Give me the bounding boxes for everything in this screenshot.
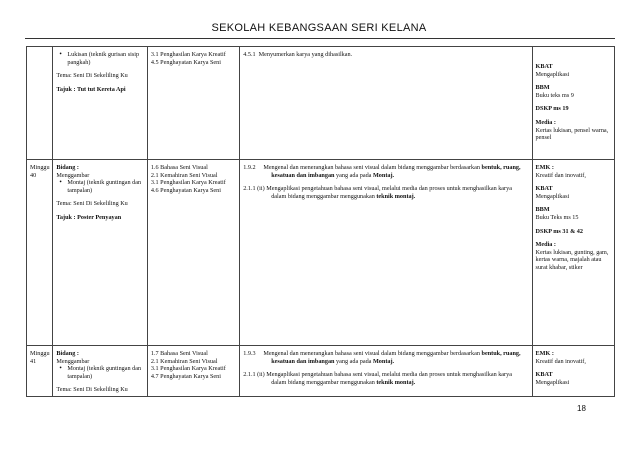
emk-value: Kreatif dan inovatif, xyxy=(535,357,586,365)
standards-cell xyxy=(147,346,239,397)
standard-item: 3.1 Penghasilan Karya Kreatif xyxy=(150,179,226,187)
objective-code: 2.1.1 (ii) xyxy=(243,185,265,193)
objective-emphasis: bentuk, ruang, kesatuan dan imbangan xyxy=(271,164,521,179)
standard-item: 4.6 Penghayatan Karya Seni xyxy=(150,186,221,194)
bidang-value: Menggambar xyxy=(56,171,90,179)
kbat-value: Mengaplikasi xyxy=(535,192,570,200)
objectives-cell xyxy=(240,160,532,346)
objective-code: 1.9.3 xyxy=(243,350,256,357)
topic-cell xyxy=(53,47,148,160)
bidang-label: Bidang : xyxy=(56,164,79,171)
bbm-value: Buku teks ms 9 xyxy=(535,91,574,99)
bidang-value: Menggambar xyxy=(56,357,90,365)
bbm-label: BBM xyxy=(535,84,550,92)
standard-item: 2.1 Kemahiran Seni Visual xyxy=(150,357,218,365)
tema-text: Tema: Seni Di Sekeliling Ku xyxy=(56,200,128,208)
objectives-cell xyxy=(240,47,532,160)
standards-cell xyxy=(147,47,239,160)
dskp-value: DSKP ms 19 xyxy=(535,105,569,113)
table-row xyxy=(27,160,615,346)
objective-text: Mengaplikasi pengetahuan bahasa seni visual, melalui media dan proses untuk menghasilkan karya dalam bidang menggambar menggunakan xyxy=(266,371,512,386)
media-label: Media : xyxy=(535,118,556,126)
standard-item: 4.7 Penghayatan Karya Seni xyxy=(150,372,221,380)
bbm-label: BBM xyxy=(535,206,550,214)
list-item: • Montaj (teknik guntingan dan tampalan) xyxy=(67,179,144,194)
topic-cell xyxy=(53,160,148,346)
objective-text: Mengenal dan menerangkan bahasa seni visual dalam bidang menggambar berdasarkan xyxy=(263,164,482,171)
bidang-label: Bidang : xyxy=(56,350,79,357)
list-item: • Lukisan (teknik gurisan sisip pangkah) xyxy=(67,51,144,66)
kbat-label: KBAT xyxy=(535,63,553,70)
kbat-label: KBAT xyxy=(535,371,553,379)
week-cell xyxy=(27,47,53,160)
resources-cell xyxy=(532,346,614,397)
objectives-cell xyxy=(240,346,532,397)
objective-code: 1.9.2 xyxy=(243,164,256,171)
kbat-label: KBAT xyxy=(535,185,553,193)
topic-cell xyxy=(53,346,148,397)
standard-item: 3.1 Penghasilan Karya Kreatif xyxy=(150,365,226,373)
objective-text: Mengaplikasi pengetahuan bahasa seni visual, melalui media dan proses untuk menghasilkan karya dalam bidang menggambar menggunakan xyxy=(266,185,512,200)
standard-item: 1.7 Bahasa Seni Visual xyxy=(150,350,208,357)
objective-emphasis: teknik montaj. xyxy=(376,192,416,200)
standard-item: 4.5 Penghayatan Karya Seni xyxy=(150,58,221,66)
objective-emphasis: teknik montaj. xyxy=(376,378,416,386)
bbm-value: Buku Teks ms 15 xyxy=(535,213,579,221)
page-number: 18 xyxy=(577,404,586,413)
media-label: Media : xyxy=(535,241,556,249)
objective-item xyxy=(243,371,528,386)
objective-text: yang ada pada xyxy=(334,171,373,179)
objective-item xyxy=(243,185,528,200)
objective-item xyxy=(243,350,528,365)
objective-emphasis: Montaj. xyxy=(372,171,395,179)
lesson-plan-table xyxy=(26,46,615,397)
kbat-value: Mengaplikasi xyxy=(535,378,570,386)
standards-cell xyxy=(147,160,239,346)
table-row xyxy=(27,47,615,160)
kbat-value: Mengaplikasi xyxy=(535,70,570,78)
standard-item: 3.1 Penghasilan Karya Kreatif xyxy=(150,51,226,58)
emk-value: Kreatif dan inovatif, xyxy=(535,171,586,179)
week-cell: Minggu 41 xyxy=(27,346,53,397)
table-row xyxy=(27,346,615,397)
objective-emphasis: bentuk, ruang, kesatuan dan imbangan xyxy=(271,350,521,365)
week-cell: Minggu 40 xyxy=(27,160,53,346)
media-value: Kertas lukisan, gunting, gam, kertas warna, majalah atau surat khabar, stiker xyxy=(535,248,609,271)
resources-cell xyxy=(532,47,614,160)
standard-item: 1.6 Bahasa Seni Visual xyxy=(150,164,208,171)
emk-label: EMK : xyxy=(535,350,554,357)
objective-text: yang ada pada xyxy=(334,357,373,365)
media-value: Kertas lukisan, pensel warna, pensel xyxy=(535,126,609,142)
objective-text: Menyumerkan karya yang dihasilkan. xyxy=(258,51,353,58)
objective-code: 2.1.1 (ii) xyxy=(243,371,265,379)
header-divider xyxy=(25,38,615,39)
tajuk-text: Tajuk : Tut tut Kereta Api xyxy=(56,85,126,93)
standard-item: 2.1 Kemahiran Seni Visual xyxy=(150,171,218,179)
dskp-value: DSKP ms 31 & 42 xyxy=(535,227,583,235)
list-item: • Montaj (teknik guntingan dan tampalan) xyxy=(67,365,144,380)
tema-text: Tema: Seni Di Sekeliling Ku xyxy=(56,386,128,394)
school-header: SEKOLAH KEBANGSAAN SERI KELANA xyxy=(211,22,427,34)
objective-text: Mengenal dan menerangkan bahasa seni visual dalam bidang menggambar berdasarkan xyxy=(263,350,482,357)
tema-text: Tema: Seni Di Sekeliling Ku xyxy=(56,72,128,80)
emk-label: EMK : xyxy=(535,164,554,171)
objective-emphasis: Montaj. xyxy=(372,357,395,365)
objective-item xyxy=(243,164,528,179)
resources-cell xyxy=(532,160,614,346)
objective-code: 4.5.1 xyxy=(243,51,256,58)
tajuk-text: Tajuk : Poster Penyayan xyxy=(56,213,122,221)
